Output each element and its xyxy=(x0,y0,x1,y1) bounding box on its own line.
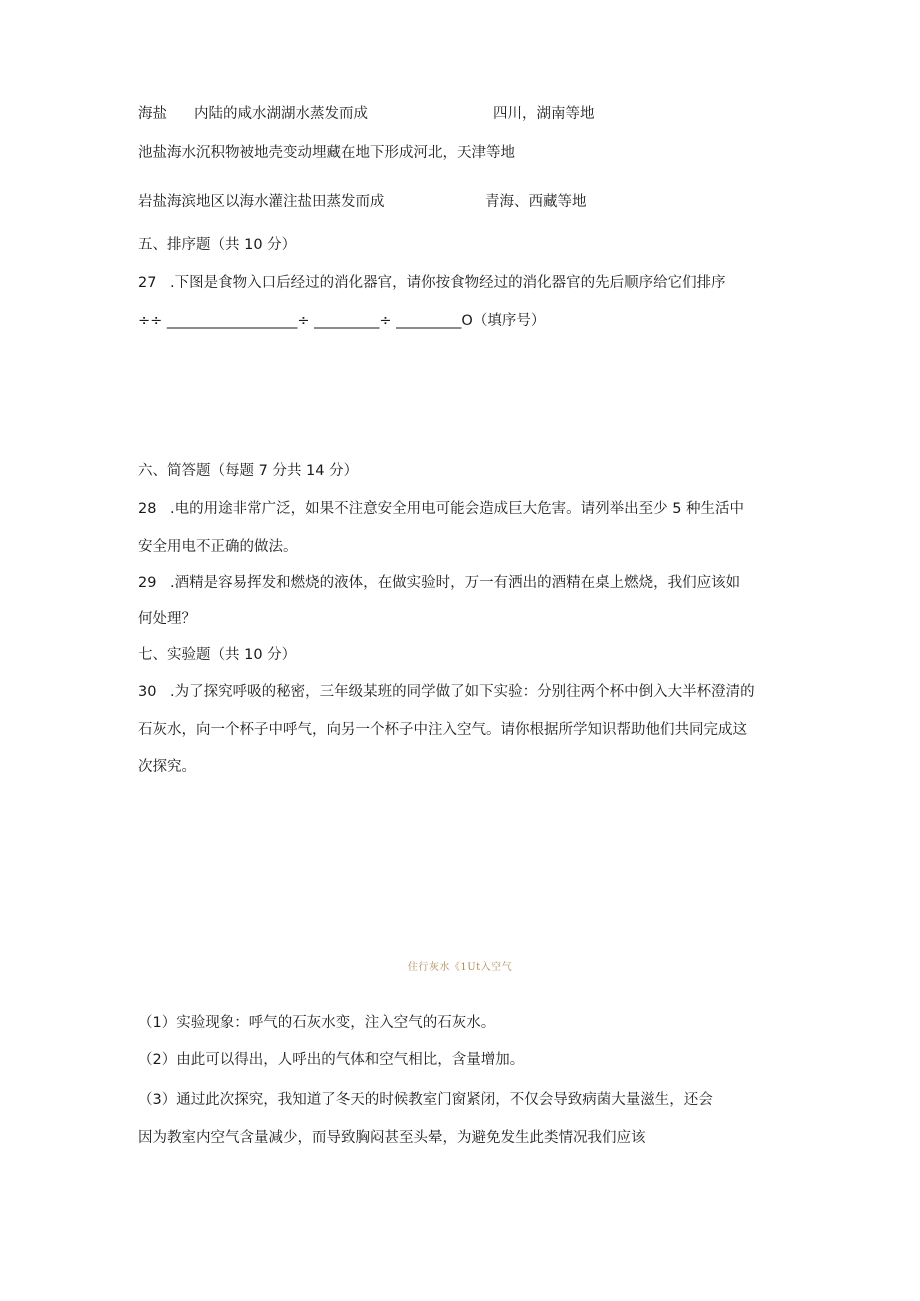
question-27 xyxy=(138,273,726,293)
question-27-number: 27 xyxy=(138,275,157,291)
question-29-number: 29 xyxy=(138,575,157,591)
salt-row-1-place: 四川，湖南等地 xyxy=(493,106,595,122)
question-28-number: 28 xyxy=(138,501,157,517)
question-30-line-2: 石灰水，向一个杯子中呼气，向另一个杯子中注入空气。请你根据所学知识帮助他们共同完成这 xyxy=(138,722,747,738)
salt-row-2: 池盐海水沉积物被地壳变动埋藏在地下形成河北，天津等地 xyxy=(138,145,515,161)
salt-row-1-name: 海盐 xyxy=(138,106,167,122)
question-29-text: .酒精是容易挥发和燃烧的液体，在做实验时，万一有洒出的酒精在桌上燃烧，我们应该如 xyxy=(170,575,741,591)
salt-row-3-desc: 岩盐海滨地区以海水灌注盐田蒸发而成 xyxy=(138,194,385,210)
section-7-heading: 七、实验题（共 10 分） xyxy=(138,647,297,663)
question-28-line-2: 安全用电不正确的做法。 xyxy=(138,539,298,555)
question-30-line-1 xyxy=(138,682,755,702)
experiment-item-3-line-2: 因为教室内空气含量减少，而导致胸闷甚至头晕，为避免发生此类情况我们应该 xyxy=(138,1130,646,1146)
experiment-item-2: （2）由此可以得出，人呼出的气体和空气相比，含量增加。 xyxy=(138,1052,525,1068)
question-29-line-2: 何处理？ xyxy=(138,611,196,627)
experiment-item-1: （1）实验现象：呼气的石灰水变，注入空气的石灰水。 xyxy=(138,1015,496,1031)
question-28-text: .电的用途非常广泛，如果不注意安全用电可能会造成巨大危害。请列举出至少 5 种生活中 xyxy=(170,501,745,517)
salt-row-3-place: 青海、西藏等地 xyxy=(485,194,587,210)
question-27-answer-line: ÷÷ __________________÷ _________÷ _________O（填序号） xyxy=(138,313,546,329)
section-6-heading: 六、简答题（每题 7 分共 14 分） xyxy=(138,463,359,479)
question-29-line-1 xyxy=(138,573,740,593)
experiment-item-3-line-1: （3）通过此次探究，我知道了冬天的时候教室门窗紧闭，不仅会导致病菌大量滋生，还会 xyxy=(138,1092,713,1108)
question-30-line-3: 次探究。 xyxy=(138,759,196,775)
section-5-heading: 五、排序题（共 10 分） xyxy=(138,237,297,253)
question-27-text: .下图是食物入口后经过的消化器官，请你按食物经过的消化器官的先后顺序给它们排序 xyxy=(170,275,726,291)
question-30-text: .为了探究呼吸的秘密，三年级某班的同学做了如下实验：分别往两个杯中倒入大半杯澄清的 xyxy=(170,684,755,700)
figure-caption: 住行灰水《1Ut入空气 xyxy=(407,962,513,973)
salt-row-1-desc: 内陆的咸水湖湖水蒸发而成 xyxy=(194,106,368,122)
question-30-number: 30 xyxy=(138,684,157,700)
question-28-line-1 xyxy=(138,499,744,519)
